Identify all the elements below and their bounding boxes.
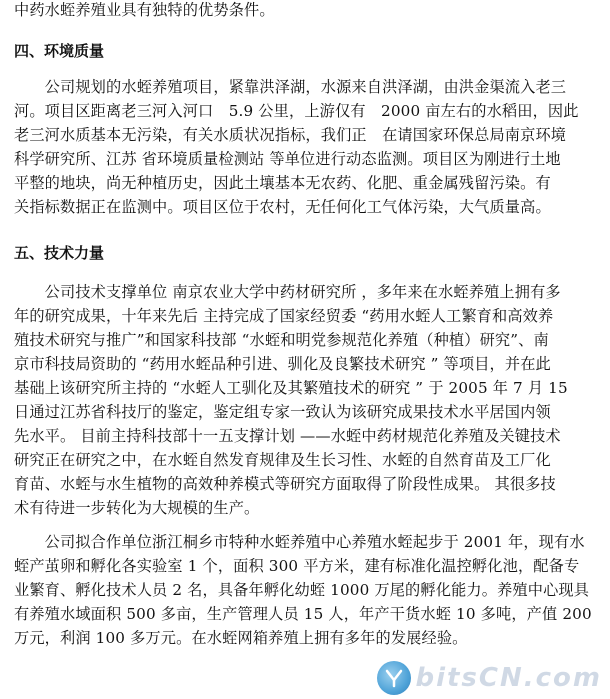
paragraph-line: 河。项目区距离老三河入河口 5.9 公里，上游仅有 2000 亩左右的水稻田，因此 [14,102,579,120]
paragraph-line: 术有待进一步转化为大规模的生产。 [14,499,260,517]
paragraph-line: 蛭产茧卵和孵化各实验室 1 个，面积 300 平方米，建有标准化温控孵化池，配备专 [14,557,580,575]
paragraph-line: 公司技术支撑单位 南京农业大学中药材研究所 ，多年来在水蛭养殖上拥有多 [14,283,561,301]
watermark [377,661,602,695]
paragraph-line: 殖技术研究与推广”和国家科技部 “水蛭和明党参规范化养殖（种植）研究”、南 [14,331,549,349]
paragraph-line: 育苗、水蛭与水生植物的高效种养模式等研究方面取得了阶段性成果。 其很多技 [14,475,556,493]
paragraph-line: 有养殖水域面积 500 多亩，生产管理人员 15 人，年产干货水蛭 10 多吨，产值 200 [14,605,592,623]
watermark-text: bitsCN.com [415,663,602,693]
paragraph-line: 关指标数据正在监测中。项目区位于农村，无任何化工气体污染，大气质量高。 [14,198,551,216]
paragraph-line: 科学研究所、江苏 省环境质量检测站 等单位进行动态监测。项目区为刚进行土地 [14,150,561,168]
paragraph-line: 研究正在研究之中，在水蛭自然发育规律及生长习性、水蛭的自然育苗及工厂化 [14,451,551,469]
paragraph-line: 基础上该研究所主持的 “水蛭人工驯化及其繁殖技术的研究 ” 于 2005 年 7 月 15 [14,379,568,397]
paragraph-line: 京市科技局资助的 “药用水蛭品种引进、驯化及良繁技术研究 ” 等项目，并在此 [14,355,551,373]
section-5-heading: 五、技术力量 [14,244,105,262]
paragraph-line: 日通过江苏省科技厅的鉴定，鉴定组专家一致认为该研究成果技术水平居国内领 [14,403,551,421]
site-logo-icon [377,661,411,695]
paragraph-line: 公司规划的水蛭养殖项目，紧靠洪泽湖，水源来自洪泽湖，由洪金渠流入老三 [14,78,567,96]
paragraph-line: 万元，利润 100 多万元。在水蛭网箱养殖上拥有多年的发展经验。 [14,629,468,647]
paragraph-line: 老三河水质基本无污染，有关水质状况指标，我们正 在请国家环保总局南京环境 [14,126,567,144]
paragraph-line: 年的研究成果，十年来先后 主持完成了国家经贸委 “药用水蛭人工繁育和高效养 [14,307,554,325]
intro-line: 中药水蛭养殖业具有独特的优势条件。 [14,1,275,19]
paragraph-line: 平整的地块，尚无种植历史，因此土壤基本无农药、化肥、重金属残留污染。有 [14,174,551,192]
paragraph-line: 先水平。 目前主持科技部十一五支撑计划 ——水蛭中药材规范化养殖及关键技术 [14,427,561,445]
paragraph-line: 公司拟合作单位浙江桐乡市特种水蛭养殖中心养殖水蛭起步于 2001 年，现有水 [14,533,585,551]
paragraph-line: 业繁育、孵化技术人员 2 名，具备年孵化幼蛭 1000 万尾的孵化能力。养殖中心现具 [14,581,590,599]
section-4-heading: 四、环境质量 [14,42,105,60]
